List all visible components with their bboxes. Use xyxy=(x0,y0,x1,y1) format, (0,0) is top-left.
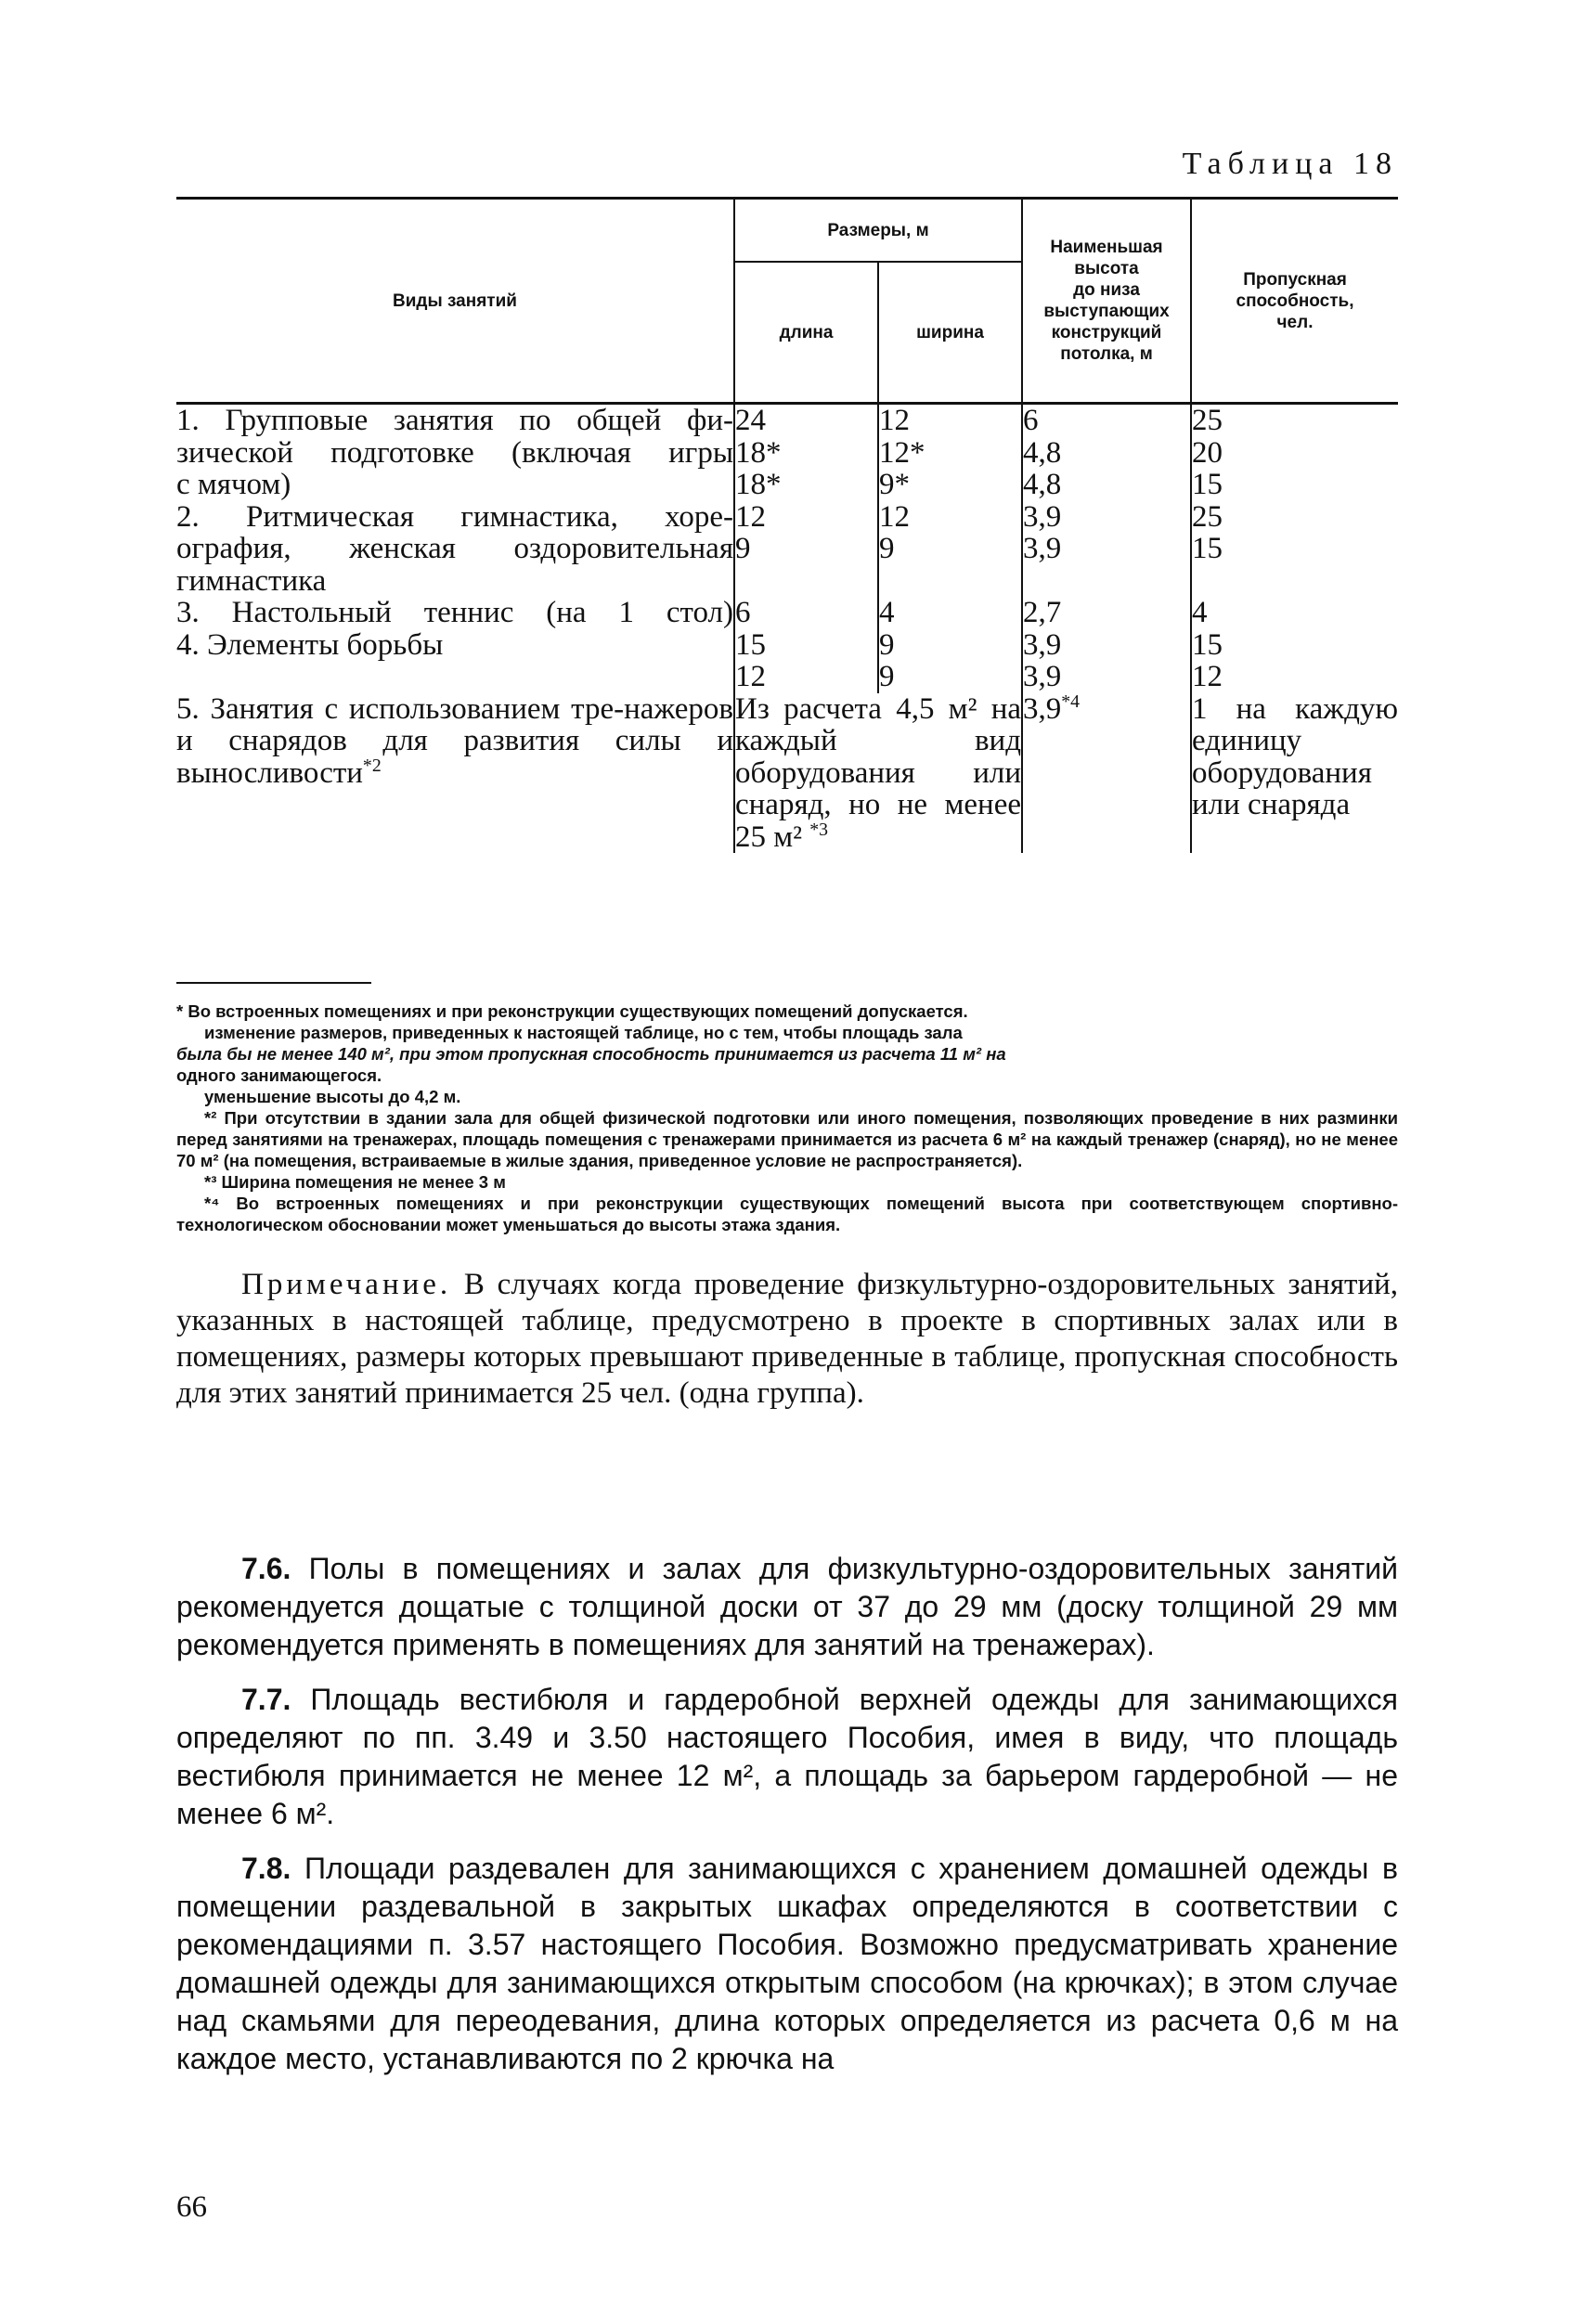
paragraph-7-8: 7.8. Площади раздевален для занимающихся с хранением домашней одежды в помещении раздевальной в закрытых шкафах определяются в соответствии с рекомендациями п. 3.57 настоящего Пособия. Возможно предусматривать хранение домашней одежды для занимающихся открытым способом (на крючках); в этом случае над скамьями для переодевания, длина которых определяется из расчета 0,6 м на каждое место, устанавливаются по 2 крючка на xyxy=(176,1852,1399,2075)
note-caption: Примечание. xyxy=(241,1268,452,1301)
footnote-1c: была бы не менее 140 м², при этом пропускная способность принимается из расчета 11 м² на xyxy=(176,1044,1006,1064)
table-row xyxy=(176,693,1398,854)
header-capacity: Пропускная способность, чел. xyxy=(1191,199,1398,404)
body-paragraphs xyxy=(176,1550,1398,2095)
activity-5-height: 3,9$^{*4}$ xyxy=(1022,693,1191,854)
activity-5-size: Из расчета 4,5 м² на каждый вид оборудования или снаряд, но не менее 25 м² $^{*3}$ xyxy=(735,691,1022,854)
footnote-2: *² При отсутствии в здании зала для общей физической подготовки или иного помещения, позволяющих проведение в них разминки перед занятиями на тренажерах, площадь помещения с тренажерами принимается из расчета 6 м² на каждый тренажер (снаряд), но не менее 70 м² (на помещения, встраиваемые в жилые здания, приведенное условие не распространяется). xyxy=(176,1108,1398,1170)
footnote-4: *⁴ Во встроенных помещениях и при реконструкции существующих помещений высота при соответствующем спортивно-технологическом обосновании может уменьшаться до высоты этажа здания. xyxy=(176,1194,1398,1234)
footnote-1b: изменение размеров, приведенных к настоящей таблице, но с тем, чтобы площадь зала xyxy=(204,1023,963,1042)
header-length: длина xyxy=(734,262,878,404)
activity-5-name: 5. Занятия с использованием тре-нажеров и снарядов для развития силы и выносливости$^{*2}$ xyxy=(176,691,733,790)
page-number: 66 xyxy=(176,2190,207,2224)
note-text: В случаях когда проведение физкультурно-оздоровительных занятий, указанных в настоящей таблице, предусмотрено в проекте в спортивных залах или в помещениях, размеры которых превышают приведенные в таблице, пропускная способность для этих занятий принимается 25 чел. (одна группа). xyxy=(176,1268,1399,1410)
sports-table xyxy=(176,197,1398,853)
footnote-divider xyxy=(176,982,371,984)
paragraph-7-7: 7.7. Площадь вестибюля и гардеробной верхней одежды для занимающихся определяют по пп. 3.49 и 3.50 настоящего Пособия, имея в виду, что площадь вестибюля принимается не менее 12 м², а площадь за барьером гардеробной — не менее 6 м². xyxy=(176,1683,1399,1830)
table-row xyxy=(176,404,1398,693)
header-activity: Виды занятий xyxy=(176,199,734,404)
footnote-1e: уменьшение высоты до 4,2 м. xyxy=(204,1087,461,1106)
footnotes xyxy=(176,1001,1398,1235)
table-title: Таблица 18 xyxy=(1182,147,1398,181)
length-values: 24 18* 18* 12 9 6 15 12 xyxy=(734,404,878,693)
width-values: 12 12* 9* 12 9 4 9 9 xyxy=(878,404,1022,693)
footnote-1d: одного занимающегося. xyxy=(176,1065,382,1085)
height-values: 6 4,8 4,8 3,9 3,9 2,7 3,9 3,9 xyxy=(1022,404,1191,693)
header-sizes: Размеры, м xyxy=(734,199,1022,263)
paragraph-7-6: 7.6. Полы в помещениях и залах для физкультурно-оздоровительных занятий рекомендуется дощатые с толщиной доски от 37 до 29 мм (доску толщиной 29 мм рекомендуется применять в помещениях для занятий на тренажерах). xyxy=(176,1552,1399,1661)
activity-names: 1. Групповые занятия по общей фи- зической подготовке (включая игры с мячом) 2. Ритмическая гимнастика, хоре- ография, женская оздоровительная гимнастика 3. Настольный теннис (на 1 стол) 4. Элементы борьбы xyxy=(176,404,733,662)
header-width: ширина xyxy=(878,262,1022,404)
header-height: Наименьшая высота до низа выступающих конструкций потолка, м xyxy=(1022,199,1191,404)
footnote-3: *³ Ширина помещения не менее 3 м xyxy=(204,1172,506,1192)
capacity-values: 25 20 15 25 15 4 15 12 xyxy=(1192,404,1223,693)
activity-5-capacity: 1 на каждую единицу оборудования или снаряда xyxy=(1192,691,1399,821)
footnote-1: * Во встроенных помещениях и при реконструкции существующих помещений допускается. xyxy=(176,1001,968,1021)
table-note xyxy=(176,1267,1398,1412)
